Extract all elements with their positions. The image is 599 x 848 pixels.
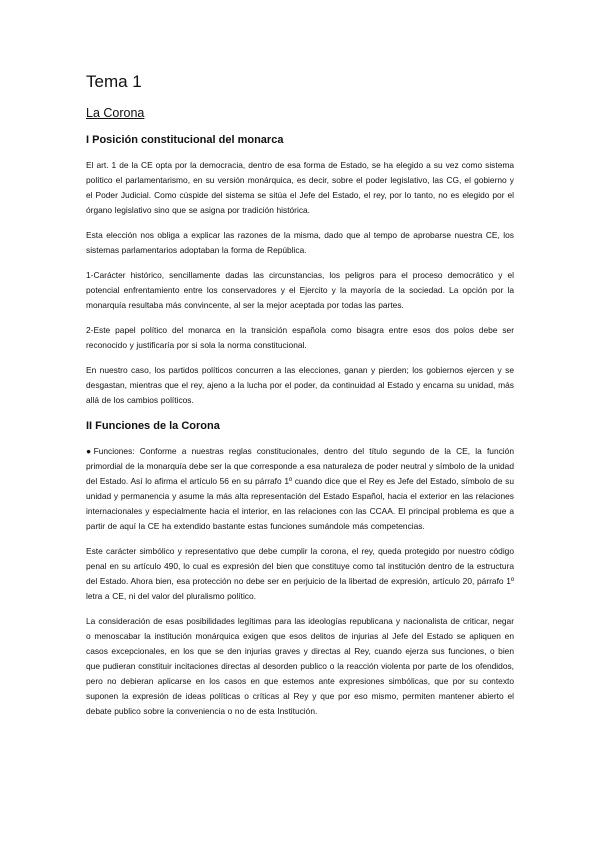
section-heading-2: II Funciones de la Corona	[86, 420, 220, 432]
section-heading-1: I Posición constitucional del monarca	[86, 134, 284, 146]
paragraph: La consideración de esas posibilidades legítimas para las ideologías republicana y nacionalista de criticar, negar o menoscabar la institución monárquica exigen que esos delitos de injurias al Jefe del Estado se apliquen en casos excepcionales, en los que se den injurias graves y directas al Rey, cuando ejerza sus funciones, o bien que pudieran constituir incitaciones directas al desorden publico o la reacción violenta por parte de los ofendidos, pero no debieran aplicarse en los casos en que estemos ante expresiones simbólicas, que por su contexto suponen la expresión de ideas políticas o críticas al Rey y que por eso mismo, permiten mantener abierto el debate publico sobre la conveniencia o no de esta Institución.	[86, 616, 514, 716]
document-title: Tema 1	[86, 72, 142, 91]
document-content	[86, 70, 514, 729]
paragraph: Esta elección nos obliga a explicar las razones de la misma, dado que al tempo de aprobarse nuestra CE, los sistemas parlamentarios adoptaban la forma de República.	[86, 230, 514, 255]
paragraph: ●Funciones: Conforme a nuestras reglas constitucionales, dentro del título segundo de la CE, la función primordial de la monarquía debe ser la que corresponde a esa naturaleza de poder neutral y símbolo de la unidad del Estado. Así lo afirma el artículo 56 en su párrafo 1º cuando dice que el Rey es Jefe del Estado, símbolo de su unidad y permanencia y asume la más alta representación del Estado Español, hacia el exterior en las relaciones internacionales y especialmente hacia el interior, en las relaciones con las CCAA. El principal problema es que a partir de aquí la CE ha extendido bastante estas funciones sumándole más competencias.	[86, 446, 514, 531]
paragraph: En nuestro caso, los partidos políticos concurren a las elecciones, ganan y pierden; los gobiernos ejercen y se desgastan, mientras que el rey, ajeno a la lucha por el poder, da continuidad al Estado y encarna su unidad, más allá de los cambios políticos.	[86, 365, 514, 405]
paragraph: Este carácter simbólico y representativo que debe cumplir la corona, el rey, queda protegido por nuestro código penal en su artículo 490, lo cual es expresión del bien que constituye como tal institución dentro de la estructura del Estado. Ahora bien, esa protección no debe ser en perjuicio de la libertad de expresión, artículo 20, párrafo 1º letra a CE, ni del valor del pluralismo político.	[86, 546, 514, 601]
chapter-title: La Corona	[86, 106, 145, 120]
paragraph: 2-Este papel político del monarca en la transición española como bisagra entre esos dos polos debe ser reconocido y justificaría por si sola la norma constitucional.	[86, 325, 514, 350]
paragraph: El art. 1 de la CE opta por la democracia, dentro de esa forma de Estado, se ha elegido a su vez como sistema político el parlamentarismo, en su versión monárquica, es decir, sobre el poder legislativo, las CG, el gobierno y el Poder Judicial. Como cúspide del sistema se sitúa el Jefe del Estado, el rey, por lo tanto, no es elegido por el órgano legislativo sino que se asigna por tradición histórica.	[86, 160, 514, 215]
paragraph: 1-Carácter histórico, sencillamente dadas las circunstancias, los peligros para el proceso democrático y el potencial enfrentamiento entre los conservadores y el Ejercito y la mayoría de la sociedad. La opción por la monarquía resultaba más convincente, al ser la mejor aceptada por todas las partes.	[86, 270, 514, 310]
